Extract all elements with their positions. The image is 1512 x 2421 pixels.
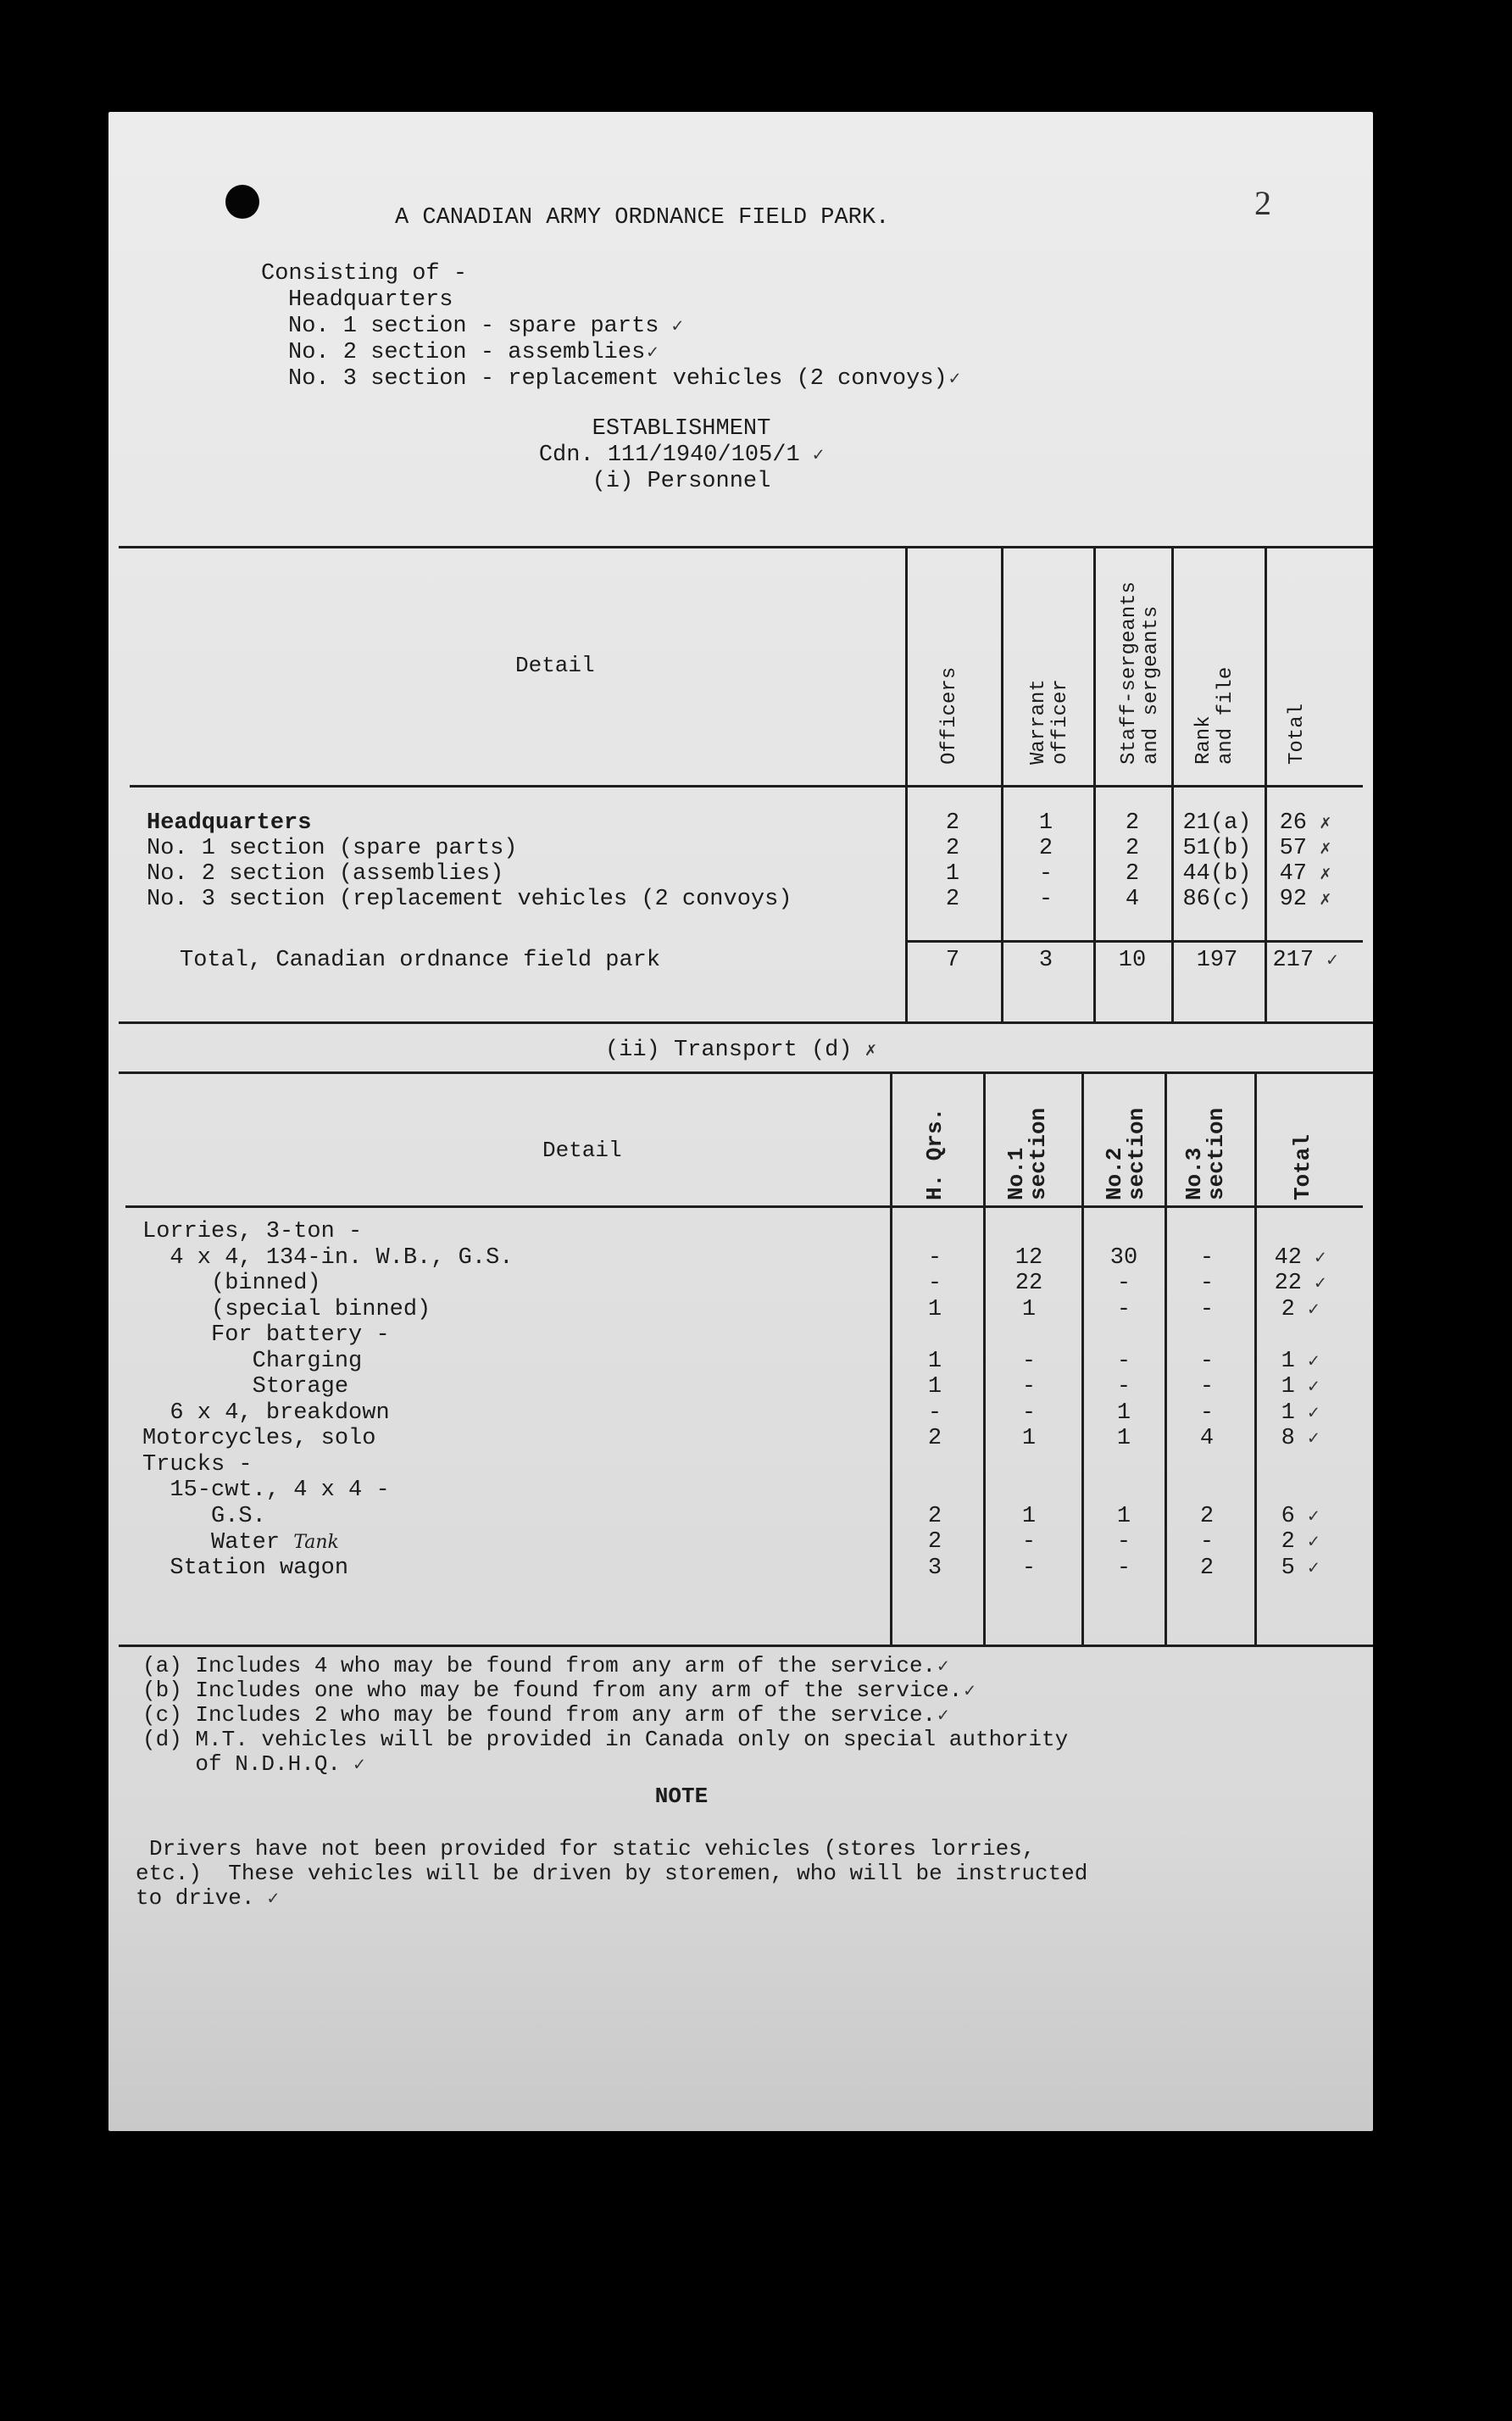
table-rule: [119, 1071, 1373, 1074]
personnel-detail-header: Detail: [515, 653, 595, 678]
punch-hole: [225, 185, 259, 219]
table-cell: 2: [1199, 1555, 1215, 1581]
footnote: (b) Includes one who may be found from any arm of the service.✓: [142, 1678, 976, 1703]
table-row-label: Storage: [142, 1374, 349, 1400]
table-rule: [130, 785, 1363, 788]
table-cell: 2: [1038, 836, 1053, 861]
transport-column-header: No.1 section: [1003, 1107, 1051, 1200]
transport-column-header: Total: [1290, 1133, 1315, 1200]
table-cell: 1: [927, 1348, 942, 1374]
table-cell: 197: [1196, 948, 1238, 973]
table-cell: -: [1116, 1529, 1131, 1555]
table-cell: 2: [1125, 861, 1140, 887]
table-rule: [125, 1205, 1363, 1208]
table-cell: 1 ✓: [1281, 1374, 1320, 1400]
table-cell: 12: [1014, 1244, 1043, 1271]
table-cell: 1: [1021, 1296, 1037, 1322]
table-cell: 10: [1118, 948, 1147, 973]
consisting-item: No. 1 section - spare parts ✓: [288, 314, 683, 339]
table-cell: -: [1021, 1348, 1037, 1374]
table-cell: 57 ✗: [1279, 836, 1331, 861]
establishment-reference: Cdn. 111/1940/105/1 ✓: [538, 442, 825, 468]
note-line: etc.) These vehicles will be driven by storemen, who will be instructed: [136, 1861, 1088, 1886]
table-cell: 2: [927, 1426, 942, 1451]
table-cell: 3: [1038, 948, 1053, 973]
table-cell: 1 ✓: [1281, 1400, 1320, 1426]
table-row-label: Charging: [142, 1348, 363, 1374]
table-cell: 22 ✓: [1274, 1271, 1326, 1296]
table-cell: 92 ✗: [1279, 887, 1331, 912]
table-cell: -: [1199, 1296, 1215, 1322]
table-cell: 26 ✗: [1279, 810, 1331, 836]
personnel-column-header: Officers: [938, 666, 961, 765]
table-row-label: Motorcycles, solo: [142, 1426, 376, 1451]
table-cell: 47 ✗: [1279, 861, 1331, 887]
footnote: (c) Includes 2 who may be found from any arm of the service.✓: [142, 1702, 949, 1728]
table-row-label: 15-cwt., 4 x 4 -: [142, 1478, 390, 1503]
note-line: Drivers have not been provided for static vehicles (stores lorries,: [149, 1836, 1036, 1862]
table-cell: 1: [945, 861, 960, 887]
table-row-label: (special binned): [142, 1296, 431, 1322]
table-cell: -: [1038, 887, 1053, 912]
table-cell: 2 ✓: [1281, 1529, 1320, 1555]
table-cell: 42 ✓: [1274, 1244, 1326, 1271]
table-cell: 21(a): [1182, 810, 1252, 836]
table-cell: 2: [945, 887, 960, 912]
table-cell: 30: [1109, 1244, 1138, 1271]
consisting-heading: Consisting of -: [261, 261, 468, 287]
table-cell: -: [1116, 1296, 1131, 1322]
personnel-column-header: Staff-sergeants and sergeants: [1118, 581, 1163, 765]
consisting-item: No. 3 section - replacement vehicles (2 convoys)✓: [288, 366, 960, 392]
table-row-label: Station wagon: [142, 1555, 349, 1581]
table-cell: -: [1199, 1348, 1215, 1374]
table-cell: -: [1021, 1374, 1037, 1400]
column-rule: [983, 1071, 986, 1646]
table-cell: 2: [1199, 1503, 1215, 1529]
table-cell: 4: [1125, 887, 1140, 912]
table-cell: 4: [1199, 1426, 1215, 1451]
table-cell: 6 ✓: [1281, 1503, 1320, 1529]
table-row-label: Water Tank: [142, 1530, 339, 1556]
column-rule: [1254, 1071, 1257, 1646]
table-cell: -: [1021, 1555, 1037, 1581]
table-cell: -: [1199, 1244, 1215, 1271]
table-cell: -: [1199, 1271, 1215, 1296]
table-cell: -: [927, 1271, 942, 1296]
table-cell: 2: [927, 1529, 942, 1555]
personnel-total-label: Total, Canadian ordnance field park: [180, 948, 661, 973]
personnel-column-header: Total: [1286, 703, 1309, 765]
establishment-heading: ESTABLISHMENT: [592, 416, 771, 442]
table-rule: [119, 1645, 1373, 1647]
table-row-label: Headquarters: [147, 810, 312, 836]
table-row-label: No. 2 section (assemblies): [147, 861, 504, 887]
table-cell: 8 ✓: [1281, 1426, 1320, 1451]
table-cell: 1: [1116, 1426, 1131, 1451]
transport-heading: (ii) Transport (d) ✗: [604, 1038, 877, 1063]
table-cell: 2: [945, 836, 960, 861]
table-cell: 1: [1038, 810, 1053, 836]
table-cell: -: [1116, 1374, 1131, 1400]
table-cell: -: [1116, 1348, 1131, 1374]
transport-column-header: No.3 section: [1181, 1107, 1229, 1200]
table-cell: 1: [1021, 1426, 1037, 1451]
table-cell: -: [1021, 1400, 1037, 1426]
personnel-column-header: Warrant officer: [1027, 679, 1072, 765]
table-cell: 2: [1125, 836, 1140, 861]
table-cell: 1: [1116, 1400, 1131, 1426]
table-row-label: Trucks -: [142, 1451, 253, 1478]
table-cell: -: [1116, 1271, 1131, 1296]
footnote: (a) Includes 4 who may be found from any arm of the service.✓: [142, 1653, 949, 1678]
note-heading: NOTE: [654, 1784, 709, 1809]
table-cell: -: [1199, 1400, 1215, 1426]
table-cell: 1: [1116, 1503, 1131, 1529]
table-cell: 1: [927, 1374, 942, 1400]
table-cell: 7: [945, 948, 960, 973]
table-cell: 1: [1021, 1503, 1037, 1529]
table-row-label: For battery -: [142, 1322, 390, 1348]
footnote: (d) M.T. vehicles will be provided in Canada only on special authority: [142, 1727, 1069, 1752]
consisting-item: No. 2 section - assemblies✓: [288, 340, 659, 365]
footnote: of N.D.H.Q. ✓: [142, 1751, 365, 1777]
table-cell: 5 ✓: [1281, 1555, 1320, 1581]
table-cell: -: [1116, 1555, 1131, 1581]
column-rule: [905, 546, 908, 1022]
table-rule: [905, 940, 1363, 943]
table-cell: 22: [1014, 1271, 1043, 1296]
table-cell: 3: [927, 1555, 942, 1581]
table-cell: 86(c): [1182, 887, 1252, 912]
table-cell: 2: [945, 810, 960, 836]
table-cell: 51(b): [1182, 836, 1252, 861]
table-cell: 2: [1125, 810, 1140, 836]
table-cell: -: [1199, 1529, 1215, 1555]
table-cell: 44(b): [1182, 861, 1252, 887]
page-number: 2: [1254, 184, 1271, 222]
table-cell: -: [1038, 861, 1053, 887]
table-cell: 1: [927, 1296, 942, 1322]
handwritten-annotation: Tank: [293, 1532, 339, 1553]
table-row-label: 4 x 4, 134-in. W.B., G.S.: [142, 1244, 514, 1271]
document-page: [108, 112, 1373, 2131]
table-cell: -: [927, 1244, 942, 1271]
transport-column-header: H. Qrs.: [922, 1107, 948, 1200]
table-cell: 1 ✓: [1281, 1348, 1320, 1374]
transport-detail-header: Detail: [542, 1138, 622, 1163]
transport-column-header: No.2 section: [1102, 1107, 1149, 1200]
table-cell: -: [1021, 1529, 1037, 1555]
table-row-label: No. 3 section (replacement vehicles (2 convoys): [147, 887, 792, 912]
table-cell: -: [1199, 1374, 1215, 1400]
document-title: A CANADIAN ARMY ORDNANCE FIELD PARK.: [395, 205, 890, 231]
table-cell: 2 ✓: [1281, 1296, 1320, 1322]
table-row-label: No. 1 section (spare parts): [147, 836, 518, 861]
table-row-label: Lorries, 3-ton -: [142, 1219, 363, 1244]
table-cell: -: [927, 1400, 942, 1426]
note-line: to drive. ✓: [136, 1885, 279, 1911]
table-row-label: 6 x 4, breakdown: [142, 1400, 390, 1426]
table-row-label: (binned): [142, 1271, 321, 1296]
table-rule: [119, 546, 1373, 548]
consisting-item: Headquarters: [288, 287, 453, 313]
table-cell: 2: [927, 1503, 942, 1529]
table-cell: 217 ✓: [1272, 948, 1338, 973]
table-rule: [119, 1021, 1373, 1024]
table-row-label: G.S.: [142, 1503, 266, 1529]
personnel-column-header: Rank and file: [1192, 666, 1237, 765]
personnel-heading: (i) Personnel: [592, 469, 771, 494]
